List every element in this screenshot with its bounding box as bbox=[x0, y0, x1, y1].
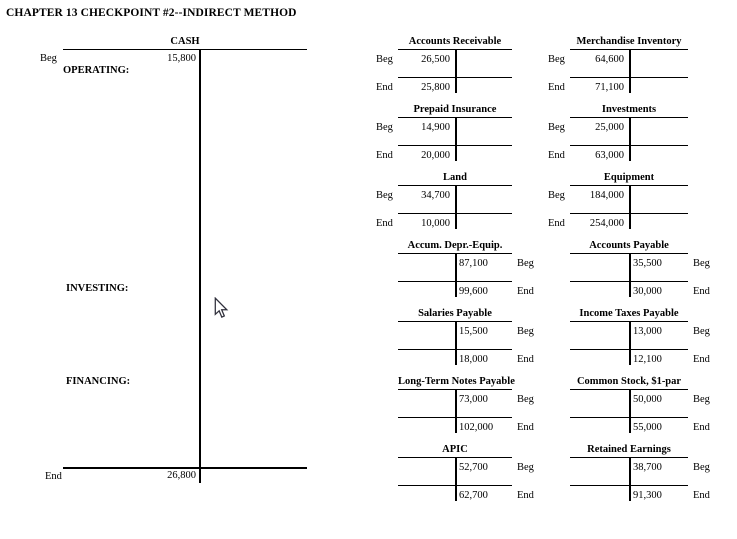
beg-value: 14,900 bbox=[421, 122, 450, 133]
beg-label: Beg bbox=[693, 258, 710, 269]
beg-value: 87,100 bbox=[459, 258, 488, 269]
t-account-divider bbox=[455, 389, 457, 433]
account-title: Accounts Payable bbox=[570, 240, 688, 254]
end-label: End bbox=[376, 218, 393, 229]
account-title: Retained Earnings bbox=[570, 444, 688, 458]
beg-label: Beg bbox=[517, 394, 534, 405]
end-value: 18,000 bbox=[459, 354, 488, 365]
t-account-divider bbox=[455, 253, 457, 297]
t-account-divider bbox=[455, 49, 457, 93]
beg-label: Beg bbox=[517, 326, 534, 337]
t-account-divider bbox=[455, 185, 457, 229]
account-title: Common Stock, $1-par bbox=[570, 376, 688, 390]
cash-beg-label: Beg bbox=[40, 53, 57, 64]
end-label: End bbox=[548, 150, 565, 161]
investing-section-label: INVESTING: bbox=[66, 283, 129, 294]
beg-label: Beg bbox=[376, 54, 393, 65]
t-account-salaries-payable bbox=[372, 308, 534, 367]
beg-value: 52,700 bbox=[459, 462, 488, 473]
beg-value: 73,000 bbox=[459, 394, 488, 405]
end-value: 62,700 bbox=[459, 490, 488, 501]
end-label: End bbox=[376, 82, 393, 93]
beg-value: 35,500 bbox=[633, 258, 662, 269]
end-label: End bbox=[693, 422, 710, 433]
t-account-accounts-payable bbox=[544, 240, 710, 299]
t-account-accounts-receivable bbox=[372, 36, 512, 95]
t-account-retained-earnings bbox=[544, 444, 710, 503]
beg-value: 34,700 bbox=[421, 190, 450, 201]
cash-t-divider bbox=[199, 49, 201, 483]
beg-value: 38,700 bbox=[633, 462, 662, 473]
beg-label: Beg bbox=[693, 394, 710, 405]
cash-t-account bbox=[30, 36, 350, 516]
account-title: Prepaid Insurance bbox=[398, 104, 512, 118]
end-label: End bbox=[548, 82, 565, 93]
end-label: End bbox=[517, 490, 534, 501]
cash-beg-value: 15,800 bbox=[167, 53, 196, 64]
beg-label: Beg bbox=[376, 190, 393, 201]
t-account-divider bbox=[629, 389, 631, 433]
t-account-income-taxes-payable bbox=[544, 308, 710, 367]
account-title: Land bbox=[398, 172, 512, 186]
end-label: End bbox=[693, 354, 710, 365]
beg-label: Beg bbox=[548, 190, 565, 201]
end-value: 63,000 bbox=[595, 150, 624, 161]
beg-label: Beg bbox=[693, 462, 710, 473]
end-label: End bbox=[517, 286, 534, 297]
t-account-land bbox=[372, 172, 512, 231]
beg-value: 184,000 bbox=[589, 190, 624, 201]
account-title: Accum. Depr.-Equip. bbox=[398, 240, 512, 254]
beg-label: Beg bbox=[517, 258, 534, 269]
financing-section-label: FINANCING: bbox=[66, 376, 131, 387]
beg-value: 26,500 bbox=[421, 54, 450, 65]
end-value: 91,300 bbox=[633, 490, 662, 501]
account-title: Merchandise Inventory bbox=[570, 36, 688, 50]
end-label: End bbox=[517, 422, 534, 433]
beg-label: Beg bbox=[548, 54, 565, 65]
cash-end-label: End bbox=[45, 471, 62, 482]
end-value: 30,000 bbox=[633, 286, 662, 297]
t-account-divider bbox=[629, 117, 631, 161]
t-account-divider bbox=[629, 457, 631, 501]
account-title: Equipment bbox=[570, 172, 688, 186]
end-value: 254,000 bbox=[589, 218, 624, 229]
account-title: Accounts Receivable bbox=[398, 36, 512, 50]
cash-end-value: 26,800 bbox=[167, 470, 196, 481]
account-title: Long-Term Notes Payable bbox=[398, 376, 512, 390]
end-value: 102,000 bbox=[459, 422, 494, 433]
account-title: Salaries Payable bbox=[398, 308, 512, 322]
t-account-divider bbox=[629, 321, 631, 365]
beg-value: 15,500 bbox=[459, 326, 488, 337]
mouse-cursor-icon bbox=[213, 297, 229, 326]
end-value: 20,000 bbox=[421, 150, 450, 161]
t-account-prepaid-insurance bbox=[372, 104, 512, 163]
end-label: End bbox=[376, 150, 393, 161]
t-account-merchandise-inventory bbox=[544, 36, 688, 95]
beg-label: Beg bbox=[693, 326, 710, 337]
beg-value: 50,000 bbox=[633, 394, 662, 405]
t-account-divider bbox=[455, 117, 457, 161]
end-value: 71,100 bbox=[595, 82, 624, 93]
beg-label: Beg bbox=[376, 122, 393, 133]
beg-label: Beg bbox=[548, 122, 565, 133]
account-title: APIC bbox=[398, 444, 512, 458]
t-account-divider bbox=[629, 253, 631, 297]
t-account-accum-depr-equip bbox=[372, 240, 534, 299]
beg-value: 64,600 bbox=[595, 54, 624, 65]
end-value: 12,100 bbox=[633, 354, 662, 365]
t-account-common-stock bbox=[544, 376, 710, 435]
end-label: End bbox=[548, 218, 565, 229]
t-account-divider bbox=[455, 457, 457, 501]
account-title: Income Taxes Payable bbox=[570, 308, 688, 322]
t-account-equipment bbox=[544, 172, 688, 231]
beg-value: 13,000 bbox=[633, 326, 662, 337]
operating-section-label: OPERATING: bbox=[63, 65, 130, 76]
end-label: End bbox=[693, 286, 710, 297]
cash-end-rule bbox=[63, 467, 307, 469]
beg-value: 25,000 bbox=[595, 122, 624, 133]
t-account-apic bbox=[372, 444, 534, 503]
t-account-investments bbox=[544, 104, 688, 163]
t-account-divider bbox=[455, 321, 457, 365]
end-label: End bbox=[517, 354, 534, 365]
end-value: 10,000 bbox=[421, 218, 450, 229]
account-title: Investments bbox=[570, 104, 688, 118]
end-value: 25,800 bbox=[421, 82, 450, 93]
cash-title: CASH bbox=[63, 36, 307, 50]
end-label: End bbox=[693, 490, 710, 501]
end-value: 55,000 bbox=[633, 422, 662, 433]
page-title: CHAPTER 13 CHECKPOINT #2--INDIRECT METHOD bbox=[6, 7, 297, 19]
beg-label: Beg bbox=[517, 462, 534, 473]
end-value: 99,600 bbox=[459, 286, 488, 297]
t-account-long-term-notes-payable bbox=[372, 376, 534, 435]
t-account-divider bbox=[629, 49, 631, 93]
t-account-divider bbox=[629, 185, 631, 229]
